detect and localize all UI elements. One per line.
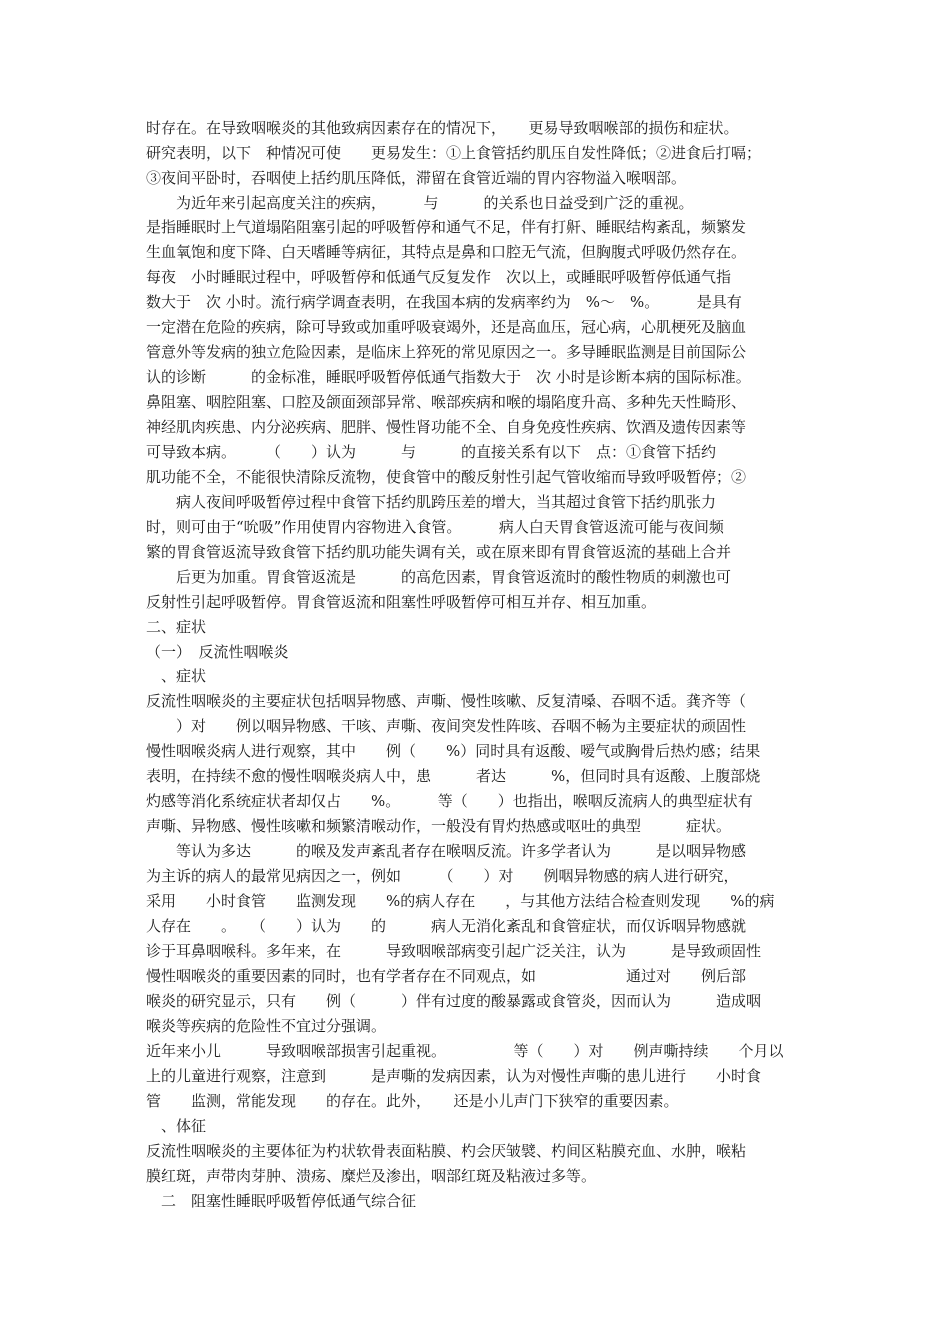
text-line: 近年来小儿 导致咽喉部损害引起重视。 等（ ）对 例声嘶持续 个月以: [146, 1042, 784, 1060]
text-line: 人存在 。 （ ）认为 的 病人无消化紊乱和食管症状，而仅诉咽异物感就: [146, 917, 747, 935]
text-line: 膜红斑，声带肉芽肿、溃疡、糜烂及渗出，咽部红斑及粘液过多等。: [146, 1167, 597, 1185]
text-line: 管 监测，常能发现 的存在。此外， 还是小儿声门下狭窄的重要因素。: [146, 1092, 679, 1110]
text-line: 数大于 次 小时。流行病学调查表明，在我国本病的发病率约为 %～ %。 是具有: [146, 293, 742, 311]
text-line: 病人夜间呼吸暂停过程中食管下括约肌跨压差的增大，当其超过食管下括约肌张力: [146, 493, 717, 511]
text-line: 肌功能不全，不能很快清除反流物，使食管中的酸反射性引起气管收缩而导致呼吸暂停；②: [146, 468, 747, 486]
text-line: 喉炎的研究显示，只有 例（ ）伴有过度的酸暴露或食管炎，因而认为 造成咽: [146, 992, 762, 1010]
text-line: 为近年来引起高度关注的疾病， 与 的关系也日益受到广泛的重视。: [146, 194, 694, 212]
text-line: 喉炎等疾病的危险性不宜过分强调。: [146, 1017, 387, 1035]
text-line: 慢性咽喉炎的重要因素的同时，也有学者存在不同观点，如 通过对 例后部: [146, 967, 747, 985]
text-line: 为主诉的病人的最常见病因之一，例如 （ ）对 例咽异物感的病人进行研究，: [146, 867, 739, 885]
text-line: 每夜 小时睡眠过程中，呼吸暂停和低通气反复发作 次以上，或睡眠呼吸暂停低通气指: [146, 268, 732, 286]
text-line: 研究表明，以下 种情况可使 更易发生：①上食管括约肌压自发性降低；②进食后打嗝；: [146, 144, 762, 162]
subsection-heading: 、体征: [146, 1117, 207, 1135]
text-line: 诊于耳鼻咽喉科。多年来，在 导致咽喉部病变引起广泛关注，认为 是导致顽固性: [146, 942, 762, 960]
text-line: 鼻阻塞、咽腔阻塞、口腔及颌面颈部异常、喉部疾病和喉的塌陷度升高、多种先天性畸形、: [146, 393, 747, 411]
text-line: 反射性引起呼吸暂停。胃食管返流和阻塞性呼吸暂停可相互并存、相互加重。: [146, 593, 657, 611]
text-line: 时存在。在导致咽喉炎的其他致病因素存在的情况下， 更易导致咽喉部的损伤和症状。: [146, 119, 739, 137]
text-line: 生血氧饱和度下降、白天嗜睡等病征，其特点是鼻和口腔无气流，但胸腹式呼吸仍然存在。: [146, 243, 747, 261]
text-line: 等认为多达 的喉及发声紊乱者存在喉咽反流。许多学者认为 是以咽异物感: [146, 842, 747, 860]
text-line: ）对 例以咽异物感、干咳、声嘶、夜间突发性阵咳、吞咽不畅为主要症状的顽固性: [146, 717, 747, 735]
text-line: 采用 小时食管 监测发现 %的病人存在 ，与其他方法结合检查则发现 %的病: [146, 892, 775, 910]
text-line: 是指睡眠时上气道塌陷阻塞引起的呼吸暂停和通气不足，伴有打鼾、睡眠结构紊乱，频繁发: [146, 218, 747, 236]
text-line: 反流性咽喉炎的主要症状包括咽异物感、声嘶、慢性咳嗽、反复清嗓、吞咽不适。龚齐等（: [146, 692, 747, 710]
subsection-heading: （一） 反流性咽喉炎: [146, 643, 289, 661]
text-line: 管意外等发病的独立危险因素，是临床上猝死的常见原因之一。多导睡眠监测是目前国际公: [146, 343, 747, 361]
text-line: 表明，在持续不愈的慢性咽喉炎病人中，患 者达 %，但同时具有返酸、上腹部烧: [146, 767, 761, 785]
text-line: 可导致本病。 （ ）认为 与 的直接关系有以下 点：①食管下括约: [146, 443, 717, 461]
text-line: 一定潜在危险的疾病，除可导致或加重呼吸衰竭外，还是高血压，冠心病，心肌梗死及脑血: [146, 318, 747, 336]
section-heading: 二、症状: [146, 618, 207, 636]
text-line: 上的儿童进行观察，注意到 是声嘶的发病因素，认为对慢性声嘶的患儿进行 小时食: [146, 1067, 762, 1085]
subsection-heading: 、症状: [146, 667, 207, 685]
text-line: 繁的胃食管返流导致食管下括约肌功能失调有关，或在原来即有胃食管返流的基础上合并: [146, 543, 732, 561]
text-line: 神经肌肉疾患、内分泌疾病、肥胖、慢性肾功能不全、自身免疫性疾病、饮酒及遗传因素等: [146, 418, 747, 436]
text-line: 后更为加重。胃食管返流是 的高危因素，胃食管返流时的酸性物质的刺激也可: [146, 568, 732, 586]
subsection-heading: 二 阻塞性睡眠呼吸暂停低通气综合征: [146, 1192, 417, 1210]
text-line: 认的诊断 的金标准，睡眠呼吸暂停低通气指数大于 次 小时是诊断本病的国际标准。: [146, 368, 751, 386]
text-line: 灼感等消化系统症状者却仅占 %。 等（ ）也指出，喉咽反流病人的典型症状有: [146, 792, 753, 810]
text-line: 声嘶、异物感、慢性咳嗽和频繁清喉动作，一般没有胃灼热感或呕吐的典型 症状。: [146, 817, 732, 835]
text-line: 反流性咽喉炎的主要体征为杓状软骨表面粘膜、杓会厌皱襞、杓间区粘膜充血、水肿，喉粘: [146, 1142, 747, 1160]
text-line: 慢性咽喉炎病人进行观察，其中 例（ %）同时具有返酸、嗳气或胸骨后热灼感；结果: [146, 742, 761, 760]
text-line: 时，则可由于“吮吸”作用使胃内容物进入食管。 病人白天胃食管返流可能与夜间频: [146, 518, 724, 536]
text-line: ③夜间平卧时，吞咽使上括约肌压降低，滞留在食管近端的胃内容物溢入喉咽部。: [146, 169, 687, 187]
